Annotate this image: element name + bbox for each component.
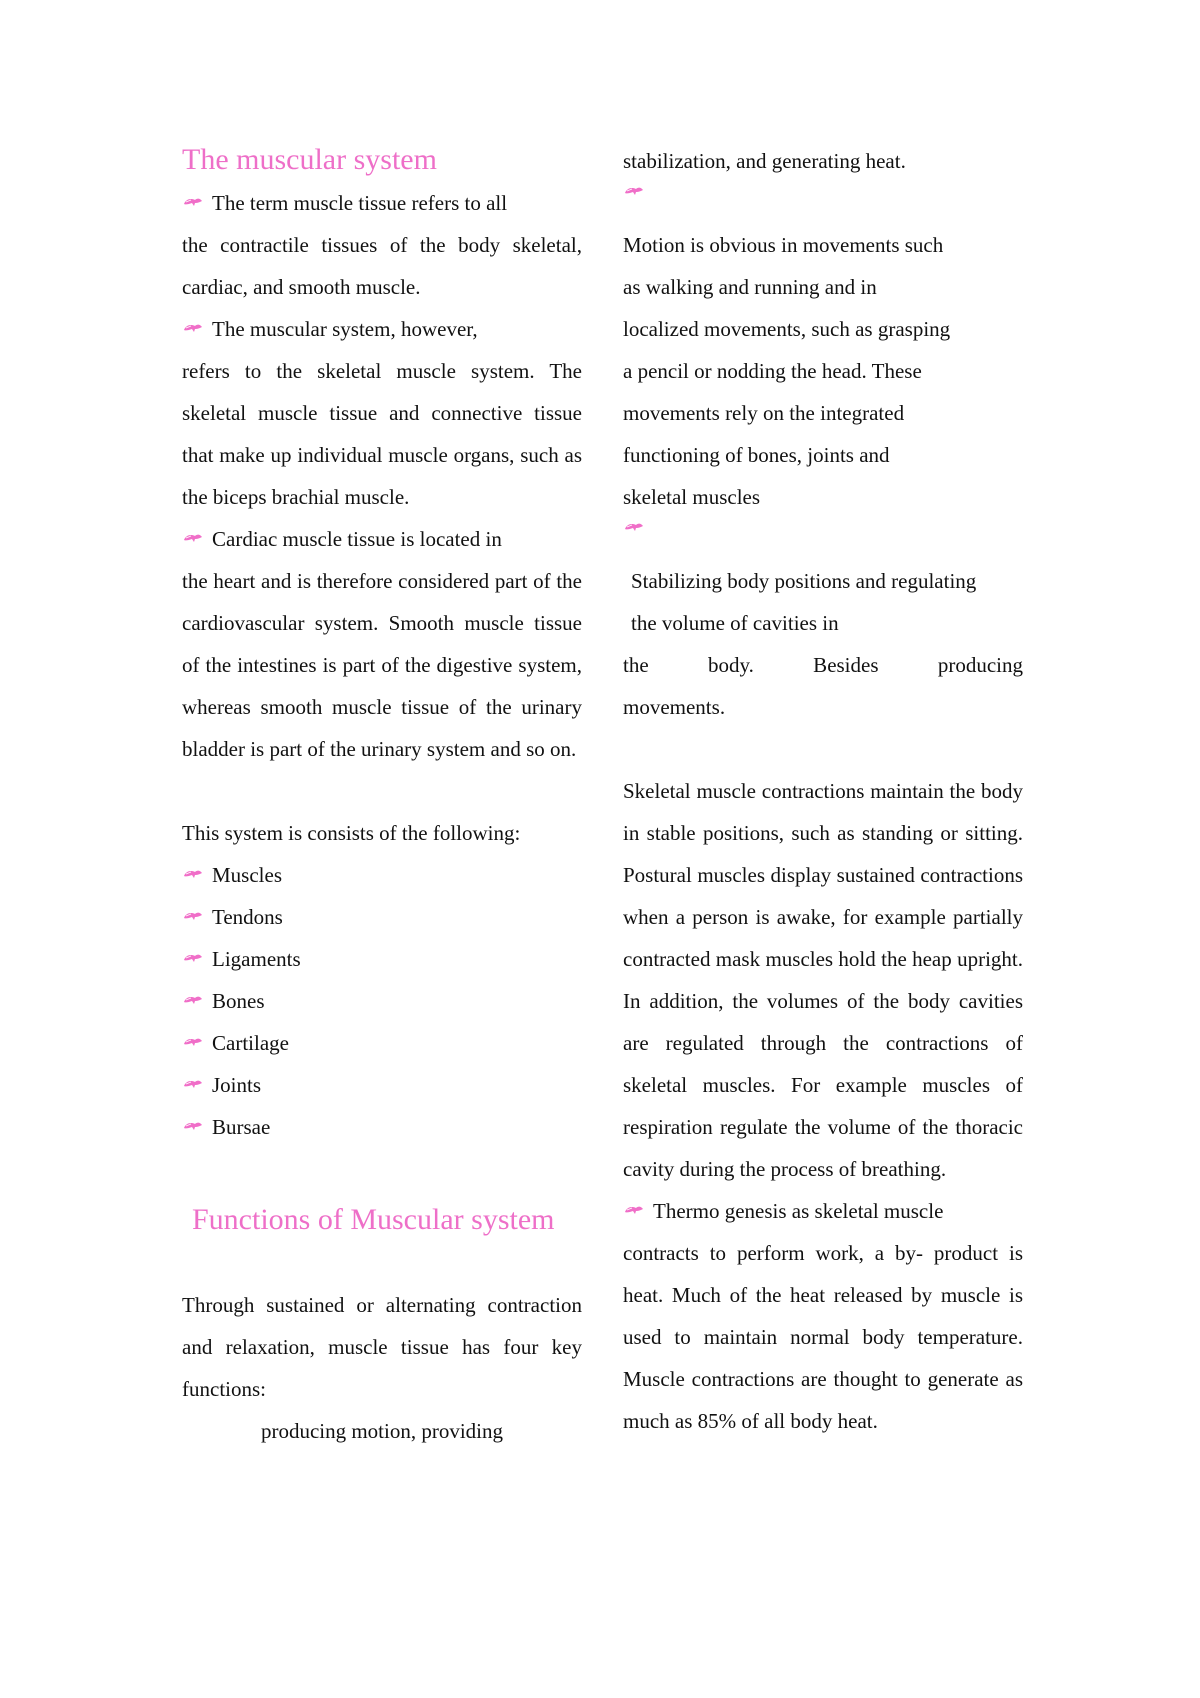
list-item: Tendons: [182, 896, 582, 938]
paragraph-motion: Motion is obvious in movements such as walking and running and in localized movements, such as grasping a pencil or nodding the head. These movements rely on the integrated functioning of bones, joints and skeletal muscles: [623, 233, 951, 509]
pink-bullet-icon: [182, 1119, 204, 1133]
functions-center-line: producing motion, providing: [260, 1419, 504, 1443]
list-intro: This system is consists of the following:: [182, 821, 521, 845]
pink-bullet-icon: [182, 531, 204, 545]
list-item: Cartilage: [182, 1022, 582, 1064]
list-item: Bursae: [182, 1106, 582, 1148]
paragraph-muscular-system: The muscular system, however, refers to the skeletal muscle system. The skeletal muscle tissue and connective tissue that make up individual muscle organs, such as the biceps brachial muscle.: [182, 317, 582, 509]
pink-bullet-icon: [182, 1035, 204, 1049]
list-item: Ligaments: [182, 938, 582, 980]
pink-bullet-icon: [182, 909, 204, 923]
pink-bullet-icon: [182, 867, 204, 881]
functions-title: Functions of Muscular system: [192, 1203, 555, 1236]
list-item: Bones: [182, 980, 582, 1022]
pink-bullet-icon: [182, 1077, 204, 1091]
paragraph-thermo: Thermo genesis as skeletal muscle contracts to perform work, a by- product is heat. Much of the heat released by muscle is used to maintain normal body temperature. Muscle contractions are thought to generate as much as 85% of all body heat.: [623, 1199, 1023, 1433]
paragraph-stabilizing-line: the body. Besides producing: [623, 653, 1023, 677]
continuation-line: stabilization, and generating heat.: [623, 149, 906, 173]
components-list: [182, 854, 582, 1148]
pink-bullet-icon: [623, 520, 645, 534]
pink-bullet-icon: [182, 993, 204, 1007]
paragraph-skeletal: Skeletal muscle contractions maintain the body in stable positions, such as standing or sitting. Postural muscles display sustained contractions when a person is awake, for example partially contracted mask muscles hold the heap upright. In addition, the volumes of the body cavities are regulated through the contractions of skeletal muscles. For example muscles of respiration regulate the volume of the thoracic cavity during the process of breathing.: [623, 779, 1023, 1181]
pink-bullet-icon: [182, 951, 204, 965]
paragraph-muscle-tissue: The term muscle tissue refers to all the contractile tissues of the body skeletal, cardiac, and smooth muscle.: [182, 191, 582, 299]
right-column: [623, 140, 1023, 1442]
list-item: Muscles: [182, 854, 582, 896]
pink-bullet-icon: [623, 184, 645, 198]
pink-bullet-icon: [623, 1203, 645, 1217]
functions-intro: Through sustained or alternating contraction and relaxation, muscle tissue has four key functions:: [182, 1293, 582, 1401]
pink-bullet-icon: [182, 321, 204, 335]
pink-bullet-icon: [182, 195, 204, 209]
left-column: [182, 138, 582, 1452]
list-item: Joints: [182, 1064, 582, 1106]
paragraph-stabilizing: Stabilizing body positions and regulating the volume of cavities in: [631, 569, 977, 635]
paragraph-cardiac: Cardiac muscle tissue is located in the heart and is therefore considered part of the cardiovascular system. Smooth muscle tissue of the intestines is part of the digestive system, whereas smooth muscle tissue of the urinary bladder is part of the urinary system and so on.: [182, 527, 582, 761]
paragraph-stabilizing-end: movements.: [623, 695, 726, 719]
section-title: The muscular system: [182, 143, 437, 176]
